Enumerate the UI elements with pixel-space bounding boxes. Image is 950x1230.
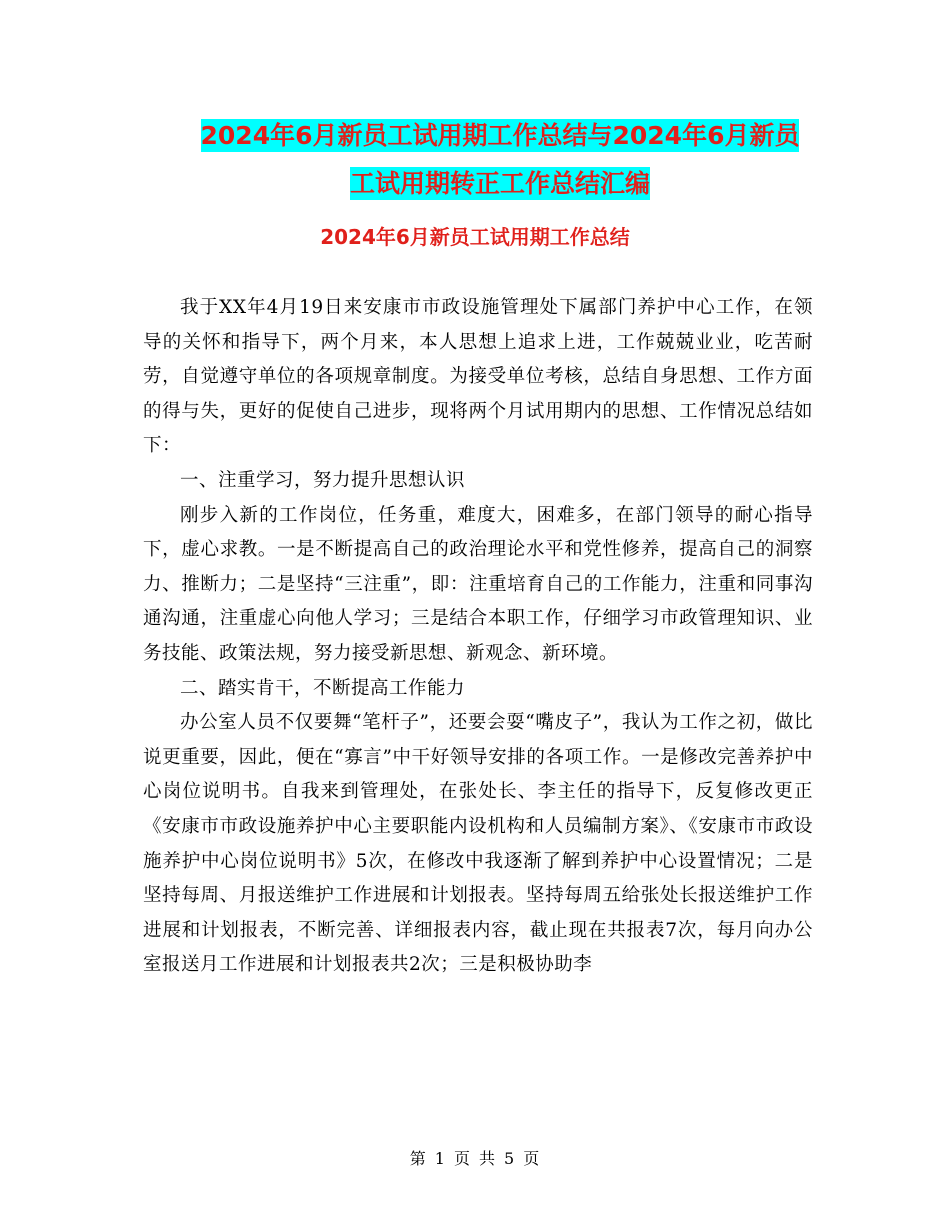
footer-label-ye: 页 — [453, 1149, 471, 1168]
section-title: 2024年6月新员工试用期工作总结 — [320, 225, 630, 249]
footer-label-page: 第 — [409, 1149, 427, 1168]
main-title-line-2: 工试用期转正工作总结汇编 — [349, 169, 650, 198]
heading-study: 一、注重学习，努力提升思想认识 — [180, 469, 466, 491]
footer-total-pages: 5 — [504, 1149, 516, 1168]
main-title-line-1: 2024年6月新员工试用期工作总结与2024年6月新员 — [200, 121, 800, 150]
paragraph-study: 刚步入新的工作岗位，任务重，难度大，困难多，在部门领导的耐心指导下，虚心求教。一是不断提高自己的政治理论水平和党性修养，提高自己的洞察力、推断力；二是坚持“三注重”，即：注重培育自己的工作能力，注重和同事沟通沟通，注重虚心向他人学习；三是结合本职工作，仔细学习市政管理知识、业务技能、政策法规，努力接受新思想、新观念、新环境。 — [143, 504, 813, 664]
page-footer — [0, 1146, 950, 1169]
footer-label-total: 共 — [479, 1149, 497, 1168]
main-title — [150, 112, 850, 208]
paragraph-intro: 我于XX年4月19日来安康市市政设施管理处下属部门养护中心工作，在领导的关怀和指导下，两个月来，本人思想上追求上进，工作兢兢业业，吃苦耐劳，自觉遵守单位的各项规章制度。为接受单位考核，总结自身思想、工作方面的得与失，更好的促使自己进步，现将两个月试用期内的思想、工作情况总结如下： — [143, 297, 813, 457]
body-text — [143, 291, 813, 983]
footer-label-ye2: 页 — [523, 1149, 541, 1168]
footer-current-page: 1 — [434, 1149, 446, 1168]
heading-work: 二、踏实肯干，不断提高工作能力 — [180, 677, 466, 699]
paragraph-work: 办公室人员不仅要舞“笔杆子”，还要会耍“嘴皮子”，我认为工作之初，做比说更重要，因此，便在“寡言”中干好领导安排的各项工作。一是修改完善养护中心岗位说明书。自我来到管理处，在张处长、李主任的指导下，反复修改更正《安康市市政设施养护中心主要职能内设机构和人员编制方案》、《安康市市政设施养护中心岗位说明书》5次，在修改中我逐渐了解到养护中心设置情况；二是坚持每周、月报送维护工作进展和计划报表。坚持每周五给张处长报送维护工作进展和计划报表，不断完善、详细报表内容，截止现在共报表7次，每月向办公室报送月工作进展和计划报表共2次；三是积极协助李 — [143, 712, 813, 976]
